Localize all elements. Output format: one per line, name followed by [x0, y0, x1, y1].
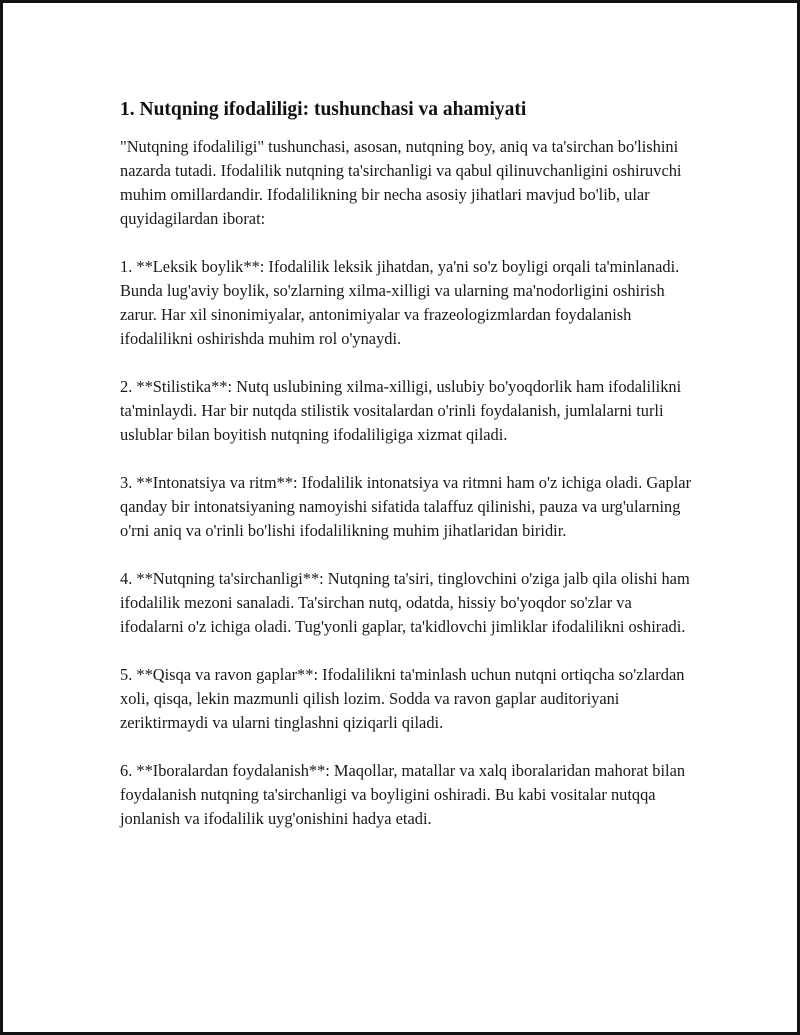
list-item-iboralar: 6. **Iboralardan foydalanish**: Maqollar, matallar va xalq iboralaridan mahorat bilan foydalanish nutqning ta'sirchanligi va boyligini oshiradi. Bu kabi vositalar nutqqa jonlanish va ifodalilik uyg'onishini hadya etadi.: [120, 761, 686, 828]
section-heading: 1. Nutqning ifodaliligi: tushunchasi va ahamiyati: [120, 99, 527, 120]
list-item-qisqa-gaplar: 5. **Qisqa va ravon gaplar**: Ifodalilikni ta'minlash uchun nutqni ortiqcha so'zlardan xoli, qisqa, lekin mazmunli qilish lozim. Sodda va ravon gaplar auditoriyani zeriktirmaydi va ularni tinglashni qiziqarli qiladi.: [120, 665, 685, 732]
list-item-leksik-boylik: 1. **Leksik boylik**: Ifodalilik leksik jihatdan, ya'ni so'z boyligi orqali ta'minlanadi. Bunda lug'aviy boylik, so'zlarning xilma-xilligi va ularning ma'nodorligini oshirish zarur. Har xil sinonimiyalar, antonimiyalar va frazeologizmlardan foydalanish ifodalilikni oshirishda muhim rol o'ynaydi.: [120, 257, 680, 348]
list-item-stilistika: 2. **Stilistika**: Nutq uslubining xilma-xilligi, uslubiy bo'yoqdorlik ham ifodalilikni ta'minlaydi. Har bir nutqda stilistik vositalardan o'rinli foydalanish, jumlalarni turli uslublar bilan boyitish nutqning ifodaliligiga xizmat qiladi.: [120, 377, 682, 444]
document-body: [120, 98, 695, 855]
list-item-intonatsiya: 3. **Intonatsiya va ritm**: Ifodalilik intonatsiya va ritmni ham o'z ichiga oladi. Gaplar qanday bir intonatsiyaning namoyishi sifatida talaffuz qilinishi, pauza va urg'ularning o'rni aniq va o'rinli bo'lishi ifodalilikning muhim jihatlaridan biridir.: [120, 473, 692, 540]
intro-paragraph: "Nutqning ifodaliligi" tushunchasi, asosan, nutqning boy, aniq va ta'sirchan bo'lishini nazarda tutadi. Ifodalilik nutqning ta'sirchanligi va qabul qilinuvchanligini oshiruvchi muhim omillardandir. Ifodalilikning bir necha asosiy jihatlari mavjud bo'lib, ular quyidagilardan iborat:: [120, 137, 682, 228]
list-item-tasirchanlik: 4. **Nutqning ta'sirchanligi**: Nutqning ta'siri, tinglovchini o'ziga jalb qila olishi ham ifodalilik mezoni sanaladi. Ta'sirchan nutq, odatda, hissiy bo'yoqdor so'zlar va ifodalarni o'z ichiga oladi. Tug'yonli gaplar, ta'kidlovchi jimliklar ifodalilikni oshiradi.: [120, 569, 690, 636]
